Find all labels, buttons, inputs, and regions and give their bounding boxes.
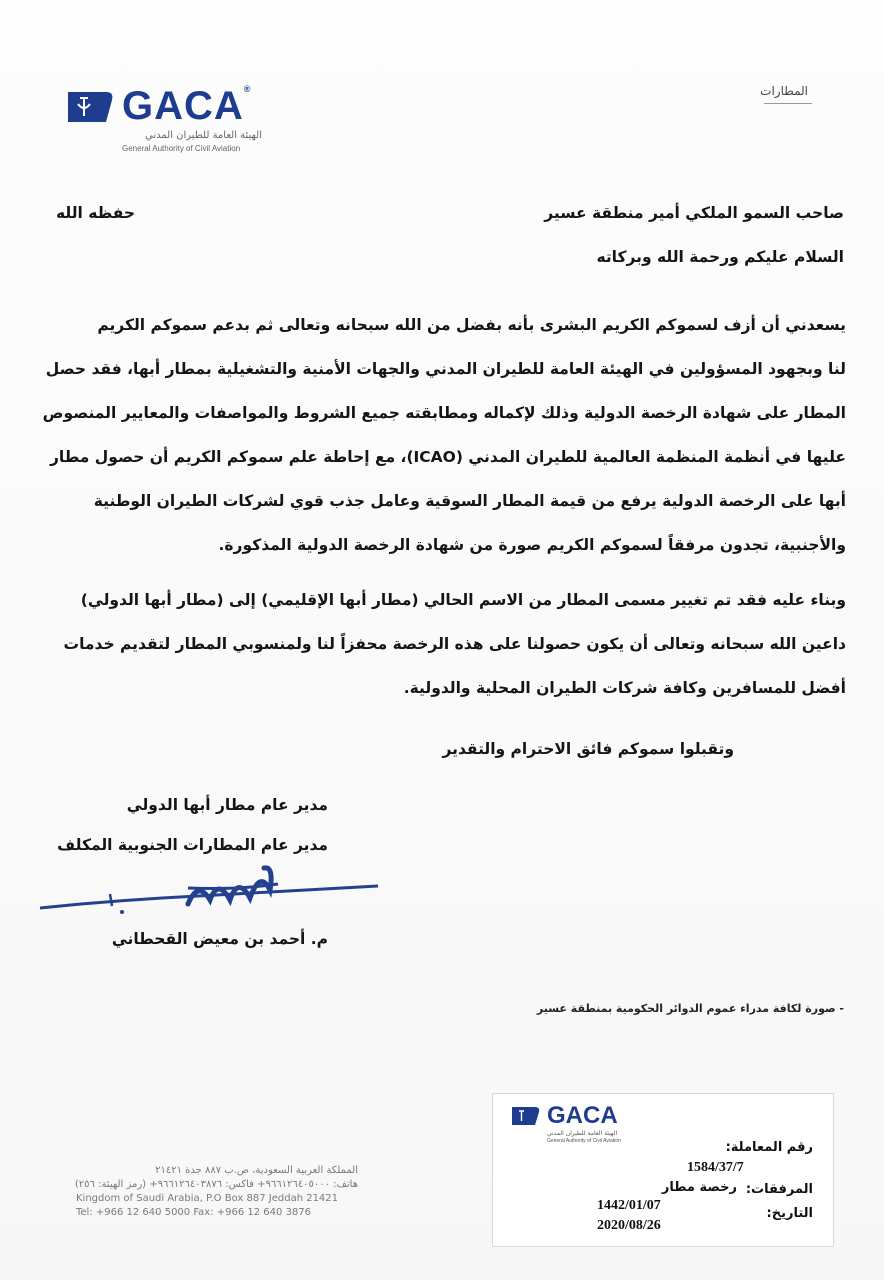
logo-arabic-name: الهيئة العامة للطيران المدني	[145, 130, 262, 141]
gaca-emblem-icon	[66, 90, 116, 124]
logo-wordmark: GACA®	[122, 84, 252, 128]
stamp-arabic-name: الهيئة العامة للطيران المدني	[547, 1130, 618, 1137]
department-label: المطارات	[760, 84, 808, 98]
footer-address	[76, 1164, 358, 1220]
reference-stamp	[492, 1093, 834, 1247]
address-arabic-line: هاتف: ٩٦٦١٢٦٤٠٥٠٠٠+ فاكس: ٩٦٦١٢٦٤٠٣٨٧٦+ (رمز الهيئة: ٢٥٦)	[74, 1179, 358, 1190]
signatory-title-1: مدير عام مطار أبها الدولي	[126, 796, 328, 814]
signatory-name: م. أحمد بن معيض القحطاني	[111, 930, 328, 948]
transaction-label: رقم المعاملة:	[725, 1140, 813, 1155]
paragraph-renaming	[34, 578, 846, 710]
date-label: التاريخ:	[766, 1206, 813, 1221]
recipient-line: صاحب السمو الملكي أمير منطقة عسير	[544, 204, 844, 222]
address-english-line: Tel: +966 12 640 5000 Fax: +966 12 640 3876	[76, 1207, 312, 1218]
address-arabic-line: المملكة العربية السعودية، ص.ب ٨٨٧ جدة ٢١٤٢١	[155, 1165, 358, 1176]
paragraph-line: أفضل للمسافرين وكافة شركات الطيران المحلية والدولية.	[403, 679, 846, 697]
date-hijri: 1442/01/07	[597, 1198, 661, 1213]
attachments-value: رخصة مطار	[661, 1180, 737, 1195]
stamp-wordmark: GACA	[547, 1102, 618, 1129]
paragraph-line: المطار على شهادة الرخصة الدولية وذلك لإكماله ومطابقته جميع الشروط والمواصفات والمعايير المنصوص	[42, 404, 846, 422]
attachments-label: المرفقات:	[745, 1182, 813, 1197]
closing-line: وتقبلوا سموكم فائق الاحترام والتقدير	[442, 740, 734, 758]
paragraph-announcement	[34, 303, 846, 567]
stamp-english-name: General Authority of Civil Aviation	[547, 1138, 621, 1144]
address-english-line: Kingdom of Saudi Arabia, P.O Box 887 Jeddah 21421	[76, 1193, 339, 1204]
paragraph-line: وبناء عليه فقد تم تغيير مسمى المطار من الاسم الحالي (مطار أبها الإقليمي) إلى (مطار أبها الدولي)	[80, 591, 846, 609]
paragraph-line: والأجنبية، تجدون مرفقاً لسموكم الكريم صورة من شهادة الرخصة الدولية المذكورة.	[218, 536, 846, 554]
paragraph-line: لنا وبجهود المسؤولين في الهيئة العامة للطيران المدني والجهات الأمنية والتشغيلية بمطار أبها، فقد حصل	[45, 360, 846, 378]
date-gregorian: 2020/08/26	[597, 1218, 661, 1233]
greeting: السلام عليكم ورحمة الله وبركاته	[596, 248, 844, 266]
signatory-title-2: مدير عام المطارات الجنوبية المكلف	[57, 836, 328, 854]
gaca-emblem-icon	[511, 1106, 541, 1126]
stamp-logo	[511, 1102, 671, 1144]
handwritten-signature	[38, 860, 388, 920]
cc-note: - صورة لكافة مدراء عموم الدوائر الحكومية بمنطقة عسير	[536, 1002, 844, 1015]
paragraph-line: يسعدني أن أزف لسموكم الكريم البشرى بأنه بفضل من الله سبحانه وتعالى ثم بدعم سموكم الكريم	[97, 316, 846, 334]
paragraph-line: أبها على الرخصة الدولية يرفع من قيمة المطار السوقية وعامل جذب قوي لشركات الطيران الوطنية	[93, 492, 846, 510]
gaca-logo	[66, 84, 266, 164]
transaction-number: 1584/37/7	[687, 1160, 744, 1175]
paragraph-line: عليها في أنظمة المنظمة العالمية للطيران المدني (ICAO)، مع إحاطة علم سموكم الكريم أن حصول مطار	[49, 448, 846, 466]
logo-english-name: General Authority of Civil Aviation	[122, 144, 241, 153]
department-underline	[764, 103, 812, 104]
paragraph-line: داعين الله سبحانه وتعالى أن يكون حصولنا على هذه الرخصة محفزاً لنا ولمنسوبي المطار لتقديم خدمات	[63, 635, 846, 653]
honorific: حفظه الله	[56, 204, 136, 222]
